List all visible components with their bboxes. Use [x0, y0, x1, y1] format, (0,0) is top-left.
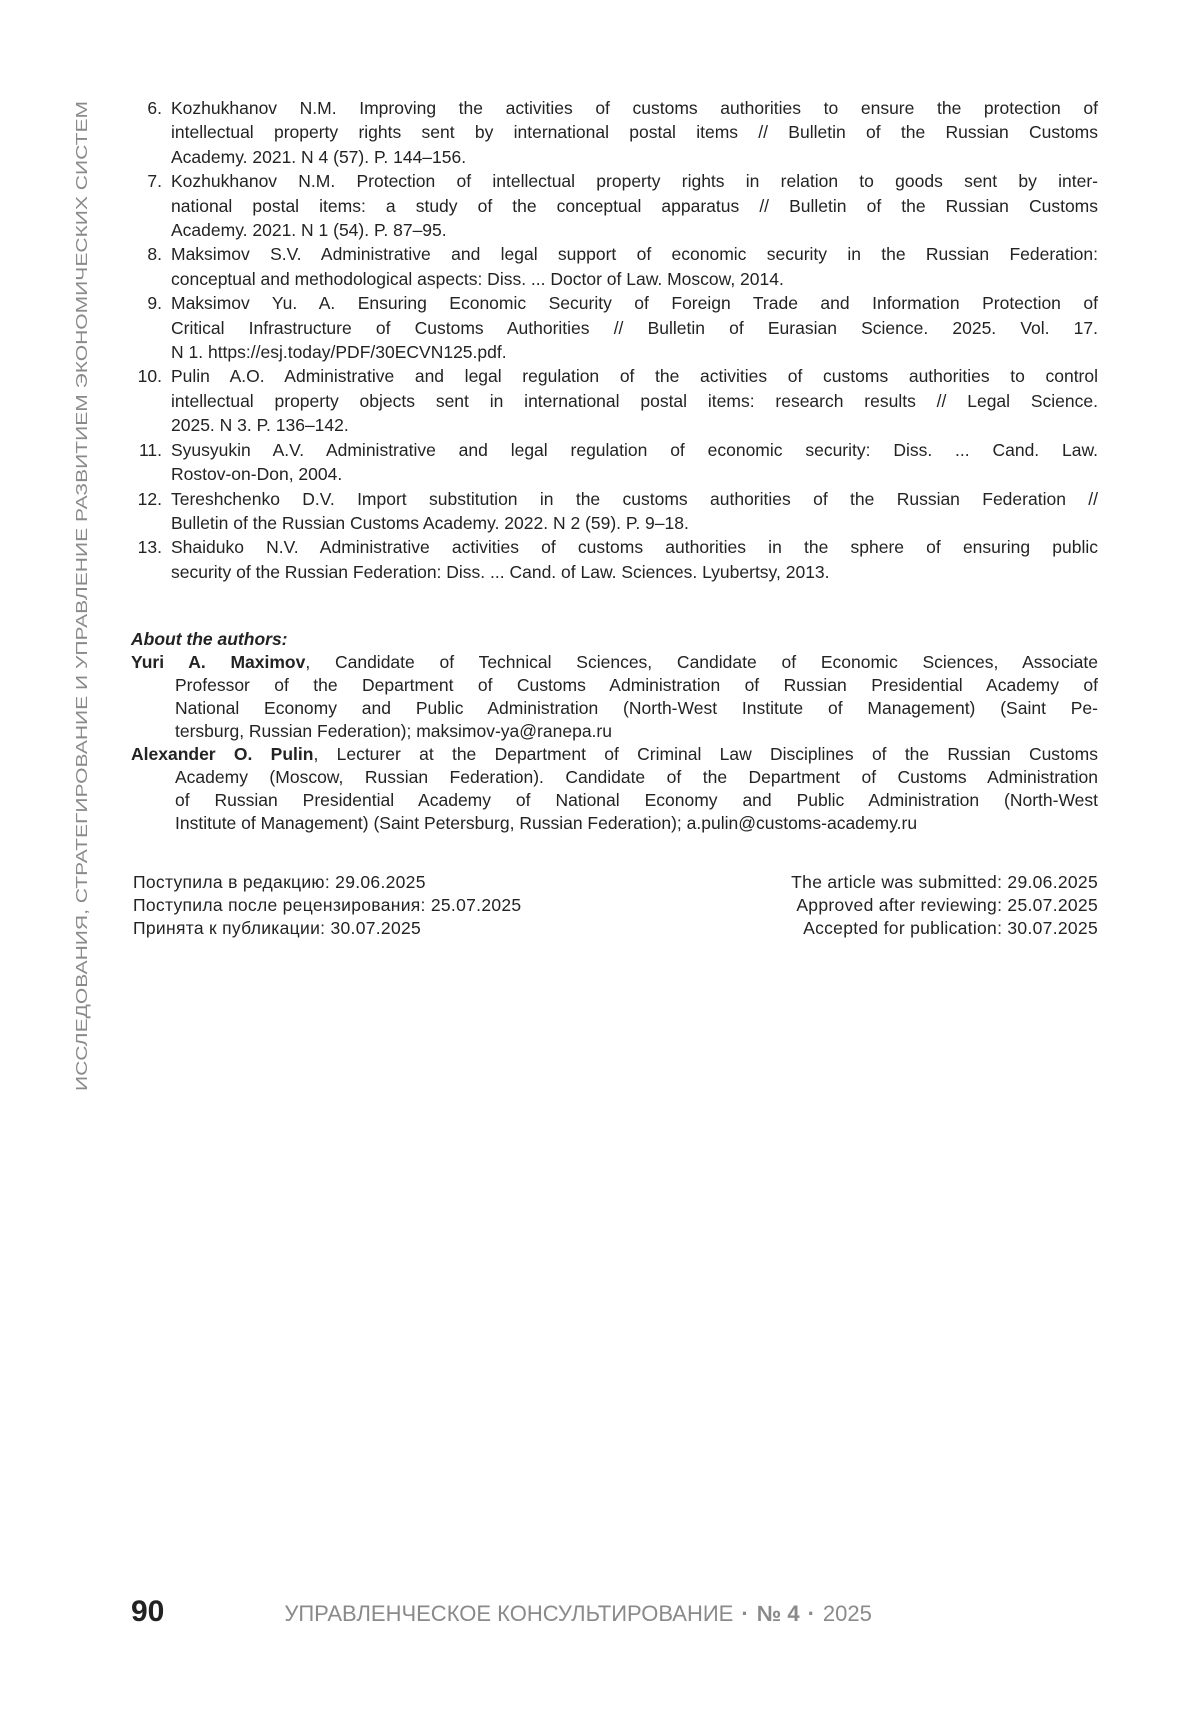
reference-line: Kozhukhanov N.M. Improving the activities of customs authorities to ensure the protection of: [171, 98, 1098, 118]
author-line: Academy (Moscow, Russian Federation). Candidate of the Department of Customs Administration: [175, 767, 1098, 787]
reference-item: [120, 169, 1098, 242]
reference-line: Maksimov S.V. Administrative and legal support of economic security in the Russian Federation:: [171, 244, 1098, 265]
reference-item: [120, 487, 1098, 536]
reference-item: [120, 535, 1098, 584]
reference-line: Pulin A.O. Administrative and legal regulation of the activities of customs authorities to control: [171, 366, 1098, 387]
dates-english: [791, 871, 1098, 940]
running-title: ИССЛЕДОВАНИЯ, СТРАТЕГИРОВАНИЕ И УПРАВЛЕНИЕ РАЗВИТИЕМ ЭКОНОМИЧЕСКИХ СИСТЕМ: [74, 338, 91, 1091]
date-submitted-en: The article was submitted: 29.06.2025: [791, 872, 1098, 892]
reference-number: 7.: [147, 171, 162, 192]
reference-number: 6.: [147, 98, 162, 118]
reference-list: [120, 96, 1098, 584]
reference-line: conceptual and methodological aspects: Diss. ... Doctor of Law. Moscow, 2014.: [171, 268, 784, 289]
author-affiliation: , Candidate of Technical Sciences, Candidate of Economic Sciences, Associate: [305, 652, 1098, 672]
author-name: Alexander O. Pulin: [131, 744, 314, 764]
reference-line: national postal items: a study of the conceptual apparatus // Bulletin of the Russian Customs: [171, 195, 1098, 216]
reference-number: 10.: [137, 366, 162, 387]
reference-number: 9.: [147, 293, 162, 314]
separator-dot: ·: [741, 1601, 749, 1626]
reference-line: Rostov-on-Don, 2004.: [171, 464, 343, 485]
reference-item: [120, 242, 1098, 291]
author-entry: [131, 651, 1098, 743]
running-title-vertical: [60, 96, 96, 1091]
reference-number: 12.: [137, 488, 162, 509]
reference-line: intellectual property rights sent by international postal items // Bulletin of the Russian Customs: [171, 122, 1098, 143]
reference-number: 8.: [147, 244, 162, 265]
date-accepted-en: Accepted for publication: 30.07.2025: [803, 918, 1098, 938]
date-approved-en: Approved after reviewing: 25.07.2025: [796, 895, 1098, 915]
reference-item: [120, 291, 1098, 364]
reference-item: [120, 438, 1098, 487]
author-line: [131, 651, 1098, 674]
issue-number: № 4: [756, 1601, 800, 1626]
author-affiliation: , Lecturer at the Department of Criminal Law Disciplines of the Russian Customs: [313, 744, 1098, 764]
reference-number: 11.: [138, 439, 162, 460]
reference-line: security of the Russian Federation: Diss. ... Cand. of Law. Sciences. Lyubertsy, 2013.: [171, 561, 830, 582]
reference-item: [120, 364, 1098, 437]
author-entry: [131, 743, 1098, 835]
reference-line: Critical Infrastructure of Customs Authorities // Bulletin of Eurasian Science. 2025. Vol. 17.: [171, 317, 1098, 338]
reference-line: N 1. https://esj.today/PDF/30ECVN125.pdf.: [171, 342, 507, 363]
reference-line: Syusyukin A.V. Administrative and legal regulation of economic security: Diss. ... Cand. Law.: [171, 439, 1098, 460]
about-authors-section: [131, 628, 1098, 835]
author-line: National Economy and Public Administration (North-West Institute of Management) (Saint Pe-: [175, 698, 1098, 718]
date-reviewed: Поступила после рецензирования: 25.07.2025: [133, 895, 522, 915]
reference-line: intellectual property objects sent in international postal items: research results // Legal Science.: [171, 390, 1098, 411]
dates-russian: [133, 871, 521, 940]
reference-line: Academy. 2021. N 1 (54). P. 87–95.: [171, 220, 447, 241]
reference-line: 2025. N 3. P. 136–142.: [171, 415, 349, 436]
author-line: Professor of the Department of Customs Administration of Russian Presidential Academy of: [175, 675, 1098, 695]
author-line: [131, 743, 1098, 766]
page-number: 90: [131, 1595, 165, 1628]
author-line: of Russian Presidential Academy of National Economy and Public Administration (North-West: [175, 790, 1098, 810]
page-footer: [131, 1595, 1131, 1635]
about-authors-heading: About the authors:: [131, 629, 288, 649]
author-line: tersburg, Russian Federation); maksimov-ya@ranepa.ru: [175, 721, 612, 741]
journal-title: УПРАВЛЕНЧЕСКОЕ КОНСУЛЬТИРОВАНИЕ: [284, 1601, 734, 1626]
author-line: Institute of Management) (Saint Petersburg, Russian Federation); a.pulin@customs-academy.ru: [175, 813, 918, 833]
date-accepted: Принята к публикации: 30.07.2025: [133, 918, 422, 938]
reference-number: 13.: [137, 537, 162, 558]
reference-line: Bulletin of the Russian Customs Academy. 2022. N 2 (59). P. 9–18.: [171, 512, 689, 533]
reference-item: [120, 96, 1098, 169]
reference-line: Maksimov Yu. A. Ensuring Economic Security of Foreign Trade and Information Protection of: [171, 293, 1098, 314]
reference-line: Tereshchenko D.V. Import substitution in the customs authorities of the Russian Federation //: [171, 488, 1098, 509]
date-received: Поступила в редакцию: 29.06.2025: [133, 872, 426, 892]
reference-line: Academy. 2021. N 4 (57). P. 144–156.: [171, 146, 467, 167]
reference-line: Shaiduko N.V. Administrative activities of customs authorities in the sphere of ensuring public: [171, 537, 1098, 558]
separator-dot: ·: [807, 1601, 815, 1626]
reference-line: Kozhukhanov N.M. Protection of intellectual property rights in relation to goods sent by inter-: [171, 171, 1098, 192]
issue-year: 2025: [822, 1601, 872, 1626]
author-name: Yuri A. Maximov: [131, 652, 306, 672]
